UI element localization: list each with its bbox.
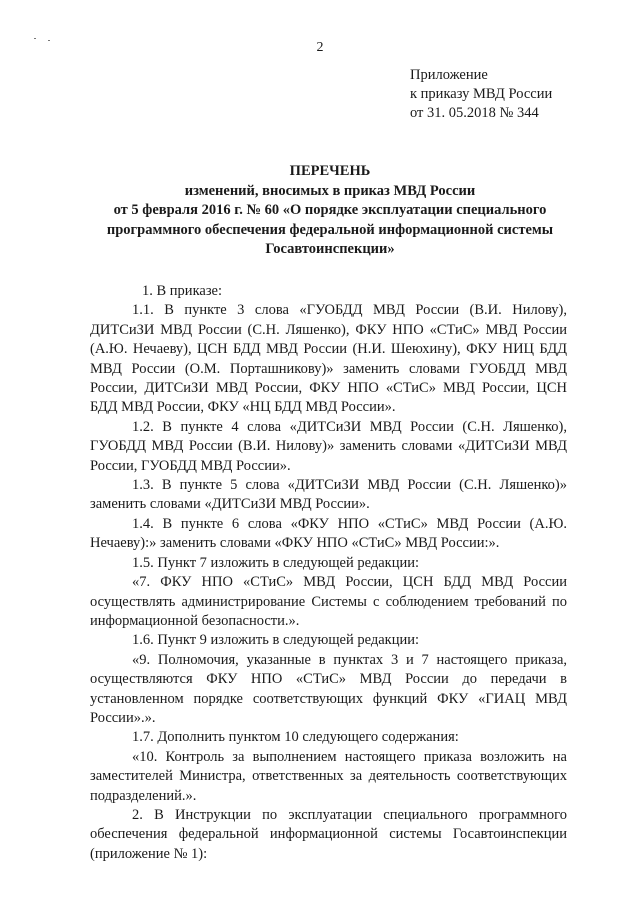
paragraph-1-7: 1.7. Дополнить пунктом 10 следующего содержания: bbox=[132, 729, 459, 746]
title-line: Госавтоинспекции» bbox=[265, 241, 395, 257]
title-heading: ПЕРЕЧЕНЬ bbox=[289, 163, 371, 179]
document-body bbox=[90, 282, 567, 864]
paragraph-1-2: 1.2. В пункте 4 слова «ДИТСиЗИ МВД России (С.Н. Ляшенко), ГУОБДД МВД России (В.И. Нилову)» заменить словами «ДИТСиЗИ МВД России, ГУОБДД МВД России». bbox=[90, 418, 567, 474]
paragraph-1-7-text: «10. Контроль за выполнением настоящего приказа возложить на заместителей Министра, ответственных за деятельность соответствующих подразделений.». bbox=[90, 748, 567, 804]
paragraph-2: 2. В Инструкции по эксплуатации специального программного обеспечения федеральной информационной системы Госавтоинспекции (приложение № 1): bbox=[90, 806, 567, 862]
paragraph-1: 1. В приказе: bbox=[142, 283, 223, 299]
appendix-order-ref: к приказу МВД России bbox=[410, 86, 553, 102]
paragraph-1-1: 1.1. В пункте 3 слова «ГУОБДД МВД России (В.И. Нилову), ДИТСиЗИ МВД России (С.Н. Ляшенко), ФКУ НПО «СТиС» МВД России (А.Ю. Нечаеву), ЦСН БДД МВД России (Н.И. Шеюхину), ФКУ НИЦ БДД МВД России (О.М. Порташникову)» заменить словами ГУОБДД МВД России, ДИТСиЗИ МВД России, ФКУ НПО «СТиС» МВД России, ЦСН БДД МВД России, ФКУ «НЦ БДД МВД России». bbox=[90, 302, 567, 416]
paragraph-1-3: 1.3. В пункте 5 слова «ДИТСиЗИ МВД России (С.Н. Ляшенко)» заменить словами «ДИТСиЗИ МВД России». bbox=[90, 477, 567, 513]
appendix-order-date: от 31. 05.2018 № 344 bbox=[410, 105, 539, 121]
paragraph-1-6: 1.6. Пункт 9 изложить в следующей редакции: bbox=[132, 632, 420, 649]
paragraph-1-5: 1.5. Пункт 7 изложить в следующей редакции: bbox=[132, 554, 420, 571]
paragraph-1-4: 1.4. В пункте 6 слова «ФКУ НПО «СТиС» МВД России (А.Ю. Нечаеву):» заменить словами «ФКУ НПО «СТиС» МВД России:». bbox=[90, 515, 567, 552]
paragraph-1-5-text: «7. ФКУ НПО «СТиС» МВД России, ЦСН БДД МВД России осуществлять администрирование Системы с соблюдением требований по информационной безопасности.». bbox=[90, 574, 567, 629]
document-title bbox=[70, 162, 590, 260]
title-line: от 5 февраля 2016 г. № 60 «О порядке эксплуатации специального bbox=[113, 202, 547, 218]
title-line: программного обеспечения федеральной информационной системы bbox=[106, 221, 554, 238]
appendix-label: Приложение bbox=[410, 67, 488, 83]
page-number: 2 bbox=[316, 40, 324, 55]
appendix-reference bbox=[410, 66, 552, 123]
title-line: изменений, вносимых в приказ МВД России bbox=[184, 182, 476, 199]
paragraph-1-6-text: «9. Полномочия, указанные в пунктах 3 и 7 настоящего приказа, осуществляются ФКУ НПО «СТиС» МВД России до передачи в установленном порядке соответствующих функций ФКУ «ГИАЦ МВД России».». bbox=[90, 651, 567, 726]
scan-speck bbox=[34, 38, 36, 39]
